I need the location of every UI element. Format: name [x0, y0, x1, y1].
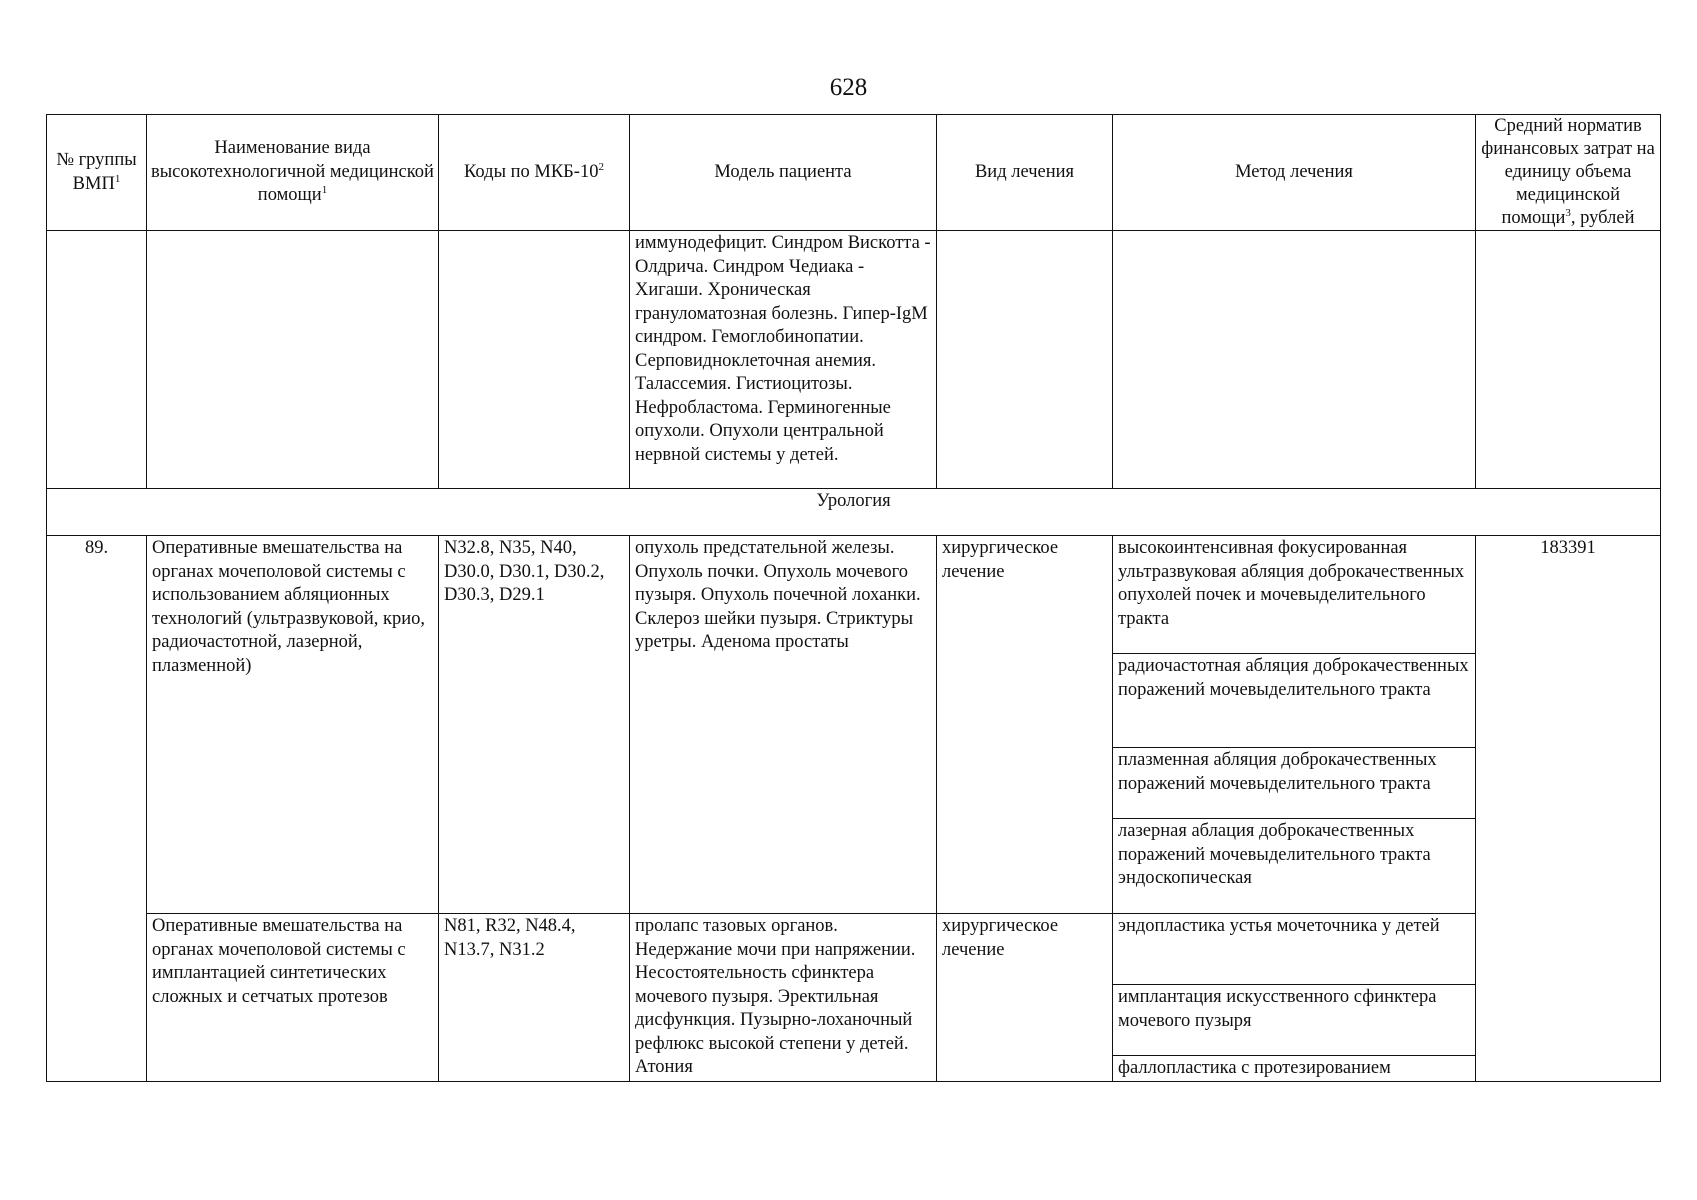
header-group-number: № группы ВМП$^1$: [47, 115, 147, 231]
section-row-urology: [47, 489, 1661, 536]
method-item: фаллопластика с протезированием: [1118, 1058, 1391, 1078]
method-item: эндопластика устья мочеточника у детей: [1113, 914, 1475, 985]
cell-icd-codes: N81, R32, N48.4, N13.7, N31.2: [439, 914, 630, 1082]
header-treatment-method: Метод лечения: [1113, 115, 1476, 231]
method-item: имплантация искусственного сфинктера мочевого пузыря: [1113, 985, 1475, 1056]
cell-empty: [147, 231, 439, 489]
method-item: радиочастотная абляция доброкачественных поражений мочевыделительного тракта: [1113, 654, 1475, 748]
cell-patient-model: иммунодефицит. Синдром Вискотта - Олдрича. Синдром Чедиака - Хигаши. Хроническая грануломатозная болезнь. Гипер-IgM синдром. Гемоглобинопатии. Серповидноклеточная анемия. Талассемия. Гистиоцитозы. Нефробластома. Герминогенные опухоли. Опухоли центральной нервной системы у детей.: [630, 231, 937, 489]
table-row-continuation: [47, 231, 1661, 489]
table-row-group-89-a: [47, 536, 1661, 914]
page-number: 628: [829, 74, 868, 101]
cell-care-type-name: Оперативные вмешательства на органах мочеполовой системы с имплантацией синтетических сложных и сетчатых протезов: [147, 914, 439, 1082]
cell-empty: [1476, 231, 1661, 489]
cell-care-type-name: Оперативные вмешательства на органах мочеполовой системы с использованием абляционных технологий (ультразвуковой, крио, радиочастотной, лазерной, плазменной): [147, 536, 439, 914]
cell-empty: [1113, 231, 1476, 489]
section-title: Урология: [47, 489, 1661, 536]
cell-empty: [937, 231, 1113, 489]
method-item: лазерная аблация доброкачественных поражений мочевыделительного тракта эндоскопическая: [1118, 821, 1431, 888]
cell-patient-model: опухоль предстательной железы. Опухоль почки. Опухоль мочевого пузыря. Опухоль почечной лоханки. Склероз шейки пузыря. Стриктуры уретры. Аденома простаты: [630, 536, 937, 914]
header-patient-model: Модель пациента: [630, 115, 937, 231]
cell-group-number: 89.: [47, 536, 147, 1082]
cell-treatment-methods: [1113, 914, 1476, 1082]
cell-financial-norm: 183391: [1476, 536, 1661, 1082]
header-icd-codes: Коды по МКБ-$10^2$: [439, 115, 630, 231]
cell-treatment-methods: [1113, 536, 1476, 914]
header-row: [47, 115, 1661, 231]
patient-model-text: пролапс тазовых органов. Недержание мочи при напряжении. Несостоятельность сфинктера мочевого пузыря. Эректильная дисфункция. Пузырно-лоханочный рефлюкс высокой степени у детей. Атония: [635, 916, 916, 1077]
header-treatment-type: Вид лечения: [937, 115, 1113, 231]
header-care-type-name: Наименование вида высокотехнологичной медицинской помощи$^1$: [147, 115, 439, 231]
cell-patient-model: [630, 914, 937, 1082]
header-financial-norm: Средний норматив финансовых затрат на единицу объема медицинской помощи$^3$, рублей: [1476, 115, 1661, 231]
cell-empty: [47, 231, 147, 489]
vmp-table: [46, 114, 1661, 1082]
table-row-group-89-b: [47, 914, 1661, 1082]
cell-treatment-type: хирургическое лечение: [937, 536, 1113, 914]
cell-empty: [439, 231, 630, 489]
method-item: высокоинтенсивная фокусированная ультразвуковая абляция доброкачественных опухолей почек и мочевыделительного тракта: [1113, 536, 1475, 654]
cell-treatment-type: хирургическое лечение: [937, 914, 1113, 1082]
method-item: плазменная абляция доброкачественных поражений мочевыделительного тракта: [1113, 748, 1475, 819]
cell-icd-codes: N32.8, N35, N40, D30.0, D30.1, D30.2, D30.3, D29.1: [439, 536, 630, 914]
